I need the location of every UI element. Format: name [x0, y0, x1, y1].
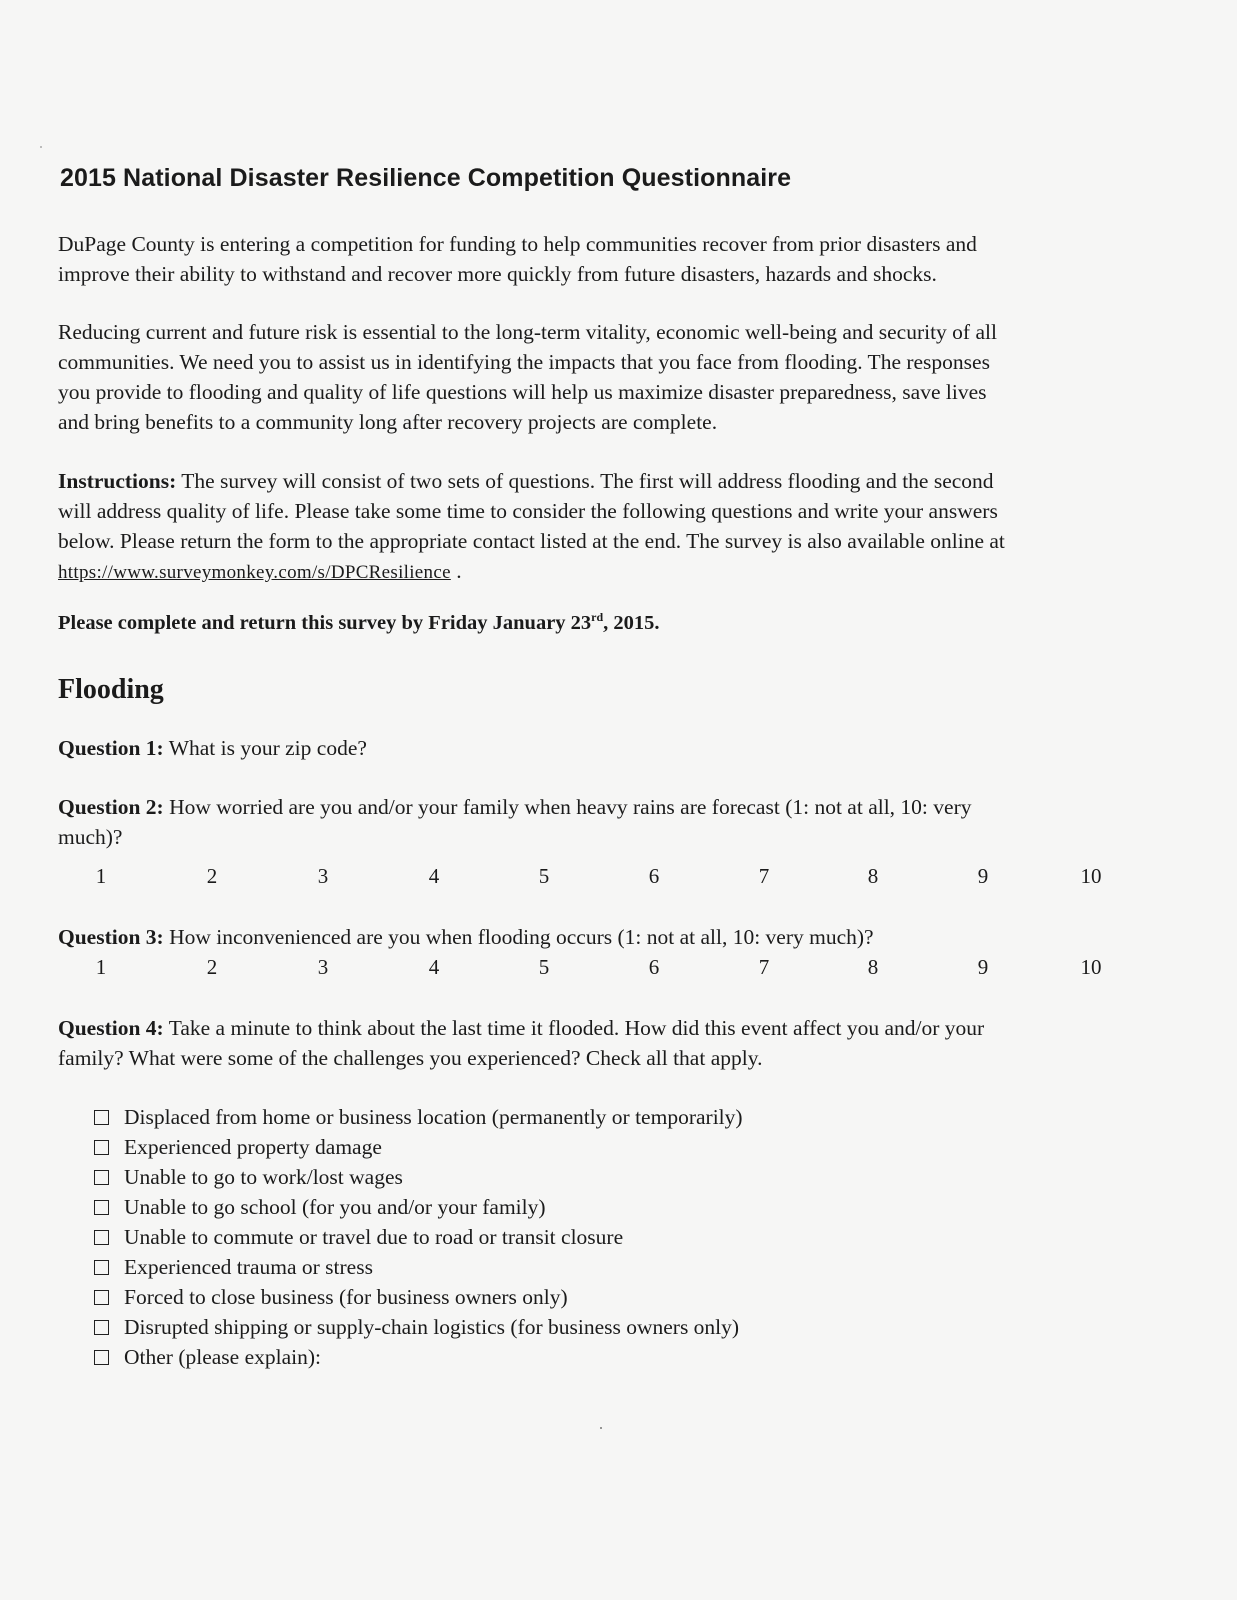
- intro-paragraph: [58, 229, 1198, 289]
- impact-checklist: [94, 1102, 743, 1372]
- question-2-label: Question 2:: [58, 795, 164, 819]
- question-3-scale: [0, 955, 1237, 983]
- checkbox[interactable]: [94, 1110, 109, 1125]
- checklist-label: Experienced property damage: [124, 1135, 382, 1159]
- scan-speck: [600, 1427, 602, 1429]
- intro-line-1: DuPage County is entering a competition for funding to help communities recover from prior disasters and: [58, 232, 977, 256]
- deadline-text: Please complete and return this survey by Friday January 23: [58, 611, 592, 634]
- question-2-scale: [0, 864, 1237, 892]
- q3-scale-option[interactable]: 4: [428, 955, 440, 979]
- checkbox[interactable]: [94, 1140, 109, 1155]
- checklist-item: [94, 1132, 743, 1162]
- q3-scale-option[interactable]: 1: [95, 955, 107, 979]
- q2-scale-option[interactable]: 7: [758, 864, 770, 888]
- instructions-paragraph: [58, 466, 1198, 588]
- instructions-line-3: below. Please return the form to the appropriate contact listed at the end. The survey is also available online at: [58, 529, 1005, 553]
- question-1-text: What is your zip code?: [163, 736, 367, 760]
- checkbox[interactable]: [94, 1260, 109, 1275]
- q2-scale-option[interactable]: 5: [538, 864, 550, 888]
- checklist-item: [94, 1252, 743, 1282]
- instructions-text-1: The survey will consist of two sets of questions. The first will address flooding and the second: [176, 469, 994, 493]
- deadline-year: , 2015.: [603, 611, 660, 634]
- q3-scale-option[interactable]: 3: [317, 955, 329, 979]
- q3-scale-option[interactable]: 9: [977, 955, 989, 979]
- question-4-label: Question 4:: [58, 1016, 164, 1040]
- deadline-ordinal: rd: [591, 610, 604, 624]
- risk-paragraph: [58, 317, 1198, 437]
- checklist-item: [94, 1162, 743, 1192]
- q2-scale-option[interactable]: 6: [648, 864, 660, 888]
- q2-scale-option[interactable]: 9: [977, 864, 989, 888]
- checklist-item: [94, 1282, 743, 1312]
- survey-link[interactable]: https://www.surveymonkey.com/s/DPCResilience: [58, 562, 451, 583]
- checkbox[interactable]: [94, 1230, 109, 1245]
- question-2-text-1: How worried are you and/or your family when heavy rains are forecast (1: not at all, 10: very: [163, 795, 972, 819]
- question-4-text-2: family? What were some of the challenges you experienced? Check all that apply.: [58, 1046, 763, 1070]
- q2-scale-option[interactable]: 10: [1080, 864, 1102, 888]
- instructions-label: Instructions:: [58, 469, 177, 493]
- q3-scale-option[interactable]: 7: [758, 955, 770, 979]
- q2-scale-option[interactable]: 8: [867, 864, 879, 888]
- checklist-item: [94, 1342, 743, 1372]
- risk-line-3: you provide to flooding and quality of life questions will help us maximize disaster preparedness, save lives: [58, 380, 987, 404]
- intro-line-2: improve their ability to withstand and recover more quickly from future disasters, hazards and shocks.: [58, 262, 937, 286]
- checklist-item: [94, 1312, 743, 1342]
- link-suffix: .: [450, 559, 462, 583]
- q2-scale-option[interactable]: 2: [206, 864, 218, 888]
- question-4-text-1: Take a minute to think about the last time it flooded. How did this event affect you and/or your: [163, 1016, 985, 1040]
- checklist-item: [94, 1102, 743, 1132]
- checkbox[interactable]: [94, 1170, 109, 1185]
- q2-scale-option[interactable]: 4: [428, 864, 440, 888]
- checklist-label: Other (please explain):: [124, 1345, 321, 1369]
- section-heading-flooding: Flooding: [58, 674, 164, 705]
- instructions-line-2: will address quality of life. Please take some time to consider the following questions and write your answers: [58, 499, 998, 523]
- checklist-label: Experienced trauma or stress: [124, 1255, 373, 1279]
- checkbox[interactable]: [94, 1200, 109, 1215]
- q3-scale-option[interactable]: 2: [206, 955, 218, 979]
- checklist-label: Unable to commute or travel due to road or transit closure: [124, 1225, 624, 1249]
- page-title: 2015 National Disaster Resilience Competition Questionnaire: [60, 164, 792, 192]
- checkbox[interactable]: [94, 1320, 109, 1335]
- checklist-label: Unable to go to work/lost wages: [124, 1165, 403, 1189]
- risk-line-4: and bring benefits to a community long after recovery projects are complete.: [58, 410, 718, 434]
- risk-line-1: Reducing current and future risk is essential to the long-term vitality, economic well-being and security of all: [58, 320, 997, 344]
- checklist-label: Disrupted shipping or supply-chain logistics (for business owners only): [124, 1315, 740, 1339]
- question-1: [58, 733, 367, 763]
- checklist-label: Displaced from home or business location (permanently or temporarily): [124, 1105, 743, 1129]
- question-4: [58, 1013, 984, 1073]
- deadline-notice: [58, 610, 660, 635]
- question-1-label: Question 1:: [58, 736, 164, 760]
- q3-scale-option[interactable]: 8: [867, 955, 879, 979]
- instructions-line-4: [58, 556, 1198, 588]
- checklist-item: [94, 1222, 743, 1252]
- q2-scale-option[interactable]: 3: [317, 864, 329, 888]
- risk-line-2: communities. We need you to assist us in identifying the impacts that you face from flooding. The responses: [58, 350, 990, 374]
- question-2: [58, 792, 971, 852]
- checkbox[interactable]: [94, 1290, 109, 1305]
- question-3-label: Question 3:: [58, 925, 164, 949]
- question-3-text: How inconvenienced are you when flooding occurs (1: not at all, 10: very much)?: [163, 925, 874, 949]
- q3-scale-option[interactable]: 10: [1080, 955, 1102, 979]
- q3-scale-option[interactable]: 5: [538, 955, 550, 979]
- q2-scale-option[interactable]: 1: [95, 864, 107, 888]
- instructions-line-1: [58, 466, 1198, 496]
- question-2-text-2: much)?: [58, 825, 123, 849]
- checklist-label: Unable to go school (for you and/or your family): [124, 1195, 546, 1219]
- checklist-label: Forced to close business (for business owners only): [124, 1285, 568, 1309]
- checkbox[interactable]: [94, 1350, 109, 1365]
- scan-speck: [40, 146, 42, 148]
- q3-scale-option[interactable]: 6: [648, 955, 660, 979]
- checklist-item: [94, 1192, 743, 1222]
- question-3: [58, 922, 874, 952]
